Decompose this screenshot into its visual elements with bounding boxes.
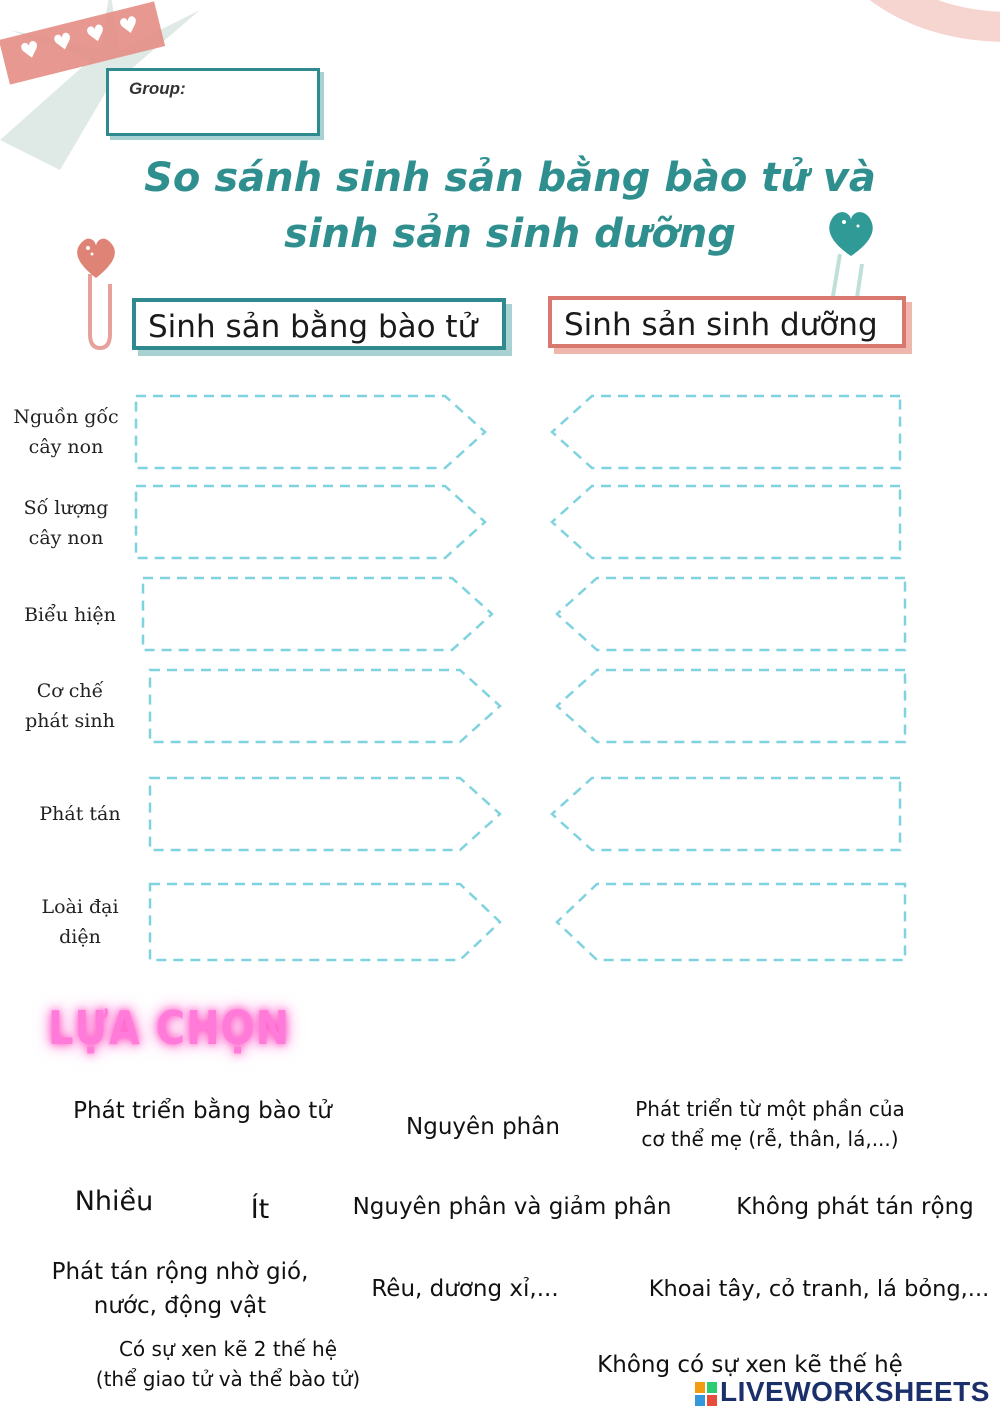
brand-text: LIVEWORKSHEETS (720, 1376, 990, 1407)
heart-tape-decoration: ♥ ♥ ♥ ♥ (0, 1, 165, 84)
choice-item[interactable]: Ít (250, 1194, 270, 1225)
answer-slot-left-2[interactable] (136, 486, 485, 558)
choice-item[interactable]: Phát triển bằng bào tử (73, 1098, 332, 1124)
answer-slot-left-5[interactable] (150, 778, 500, 850)
column-header-spore: Sinh sản bằng bào tử (132, 298, 506, 350)
choices-heading: LỰA CHỌN (48, 1002, 291, 1056)
title-line-1: So sánh sinh sản bằng bào tử và (144, 155, 876, 201)
row-label-expression: Biểu hiện (24, 604, 116, 626)
choice-item[interactable]: Rêu, dương xỉ,... (371, 1276, 559, 1302)
liveworksheets-logo (694, 1376, 990, 1408)
group-label: Group: (129, 79, 186, 98)
choice-item[interactable]: Không có sự xen kẽ thế hệ (597, 1352, 903, 1378)
row-label-species: Loài đại diện (41, 896, 119, 948)
choice-item[interactable]: Nhiều (74, 1186, 154, 1217)
answer-slot-left-1[interactable] (136, 396, 485, 468)
column-header-vegetative: Sinh sản sinh dưỡng (548, 296, 906, 348)
answer-slot-left-4[interactable] (150, 670, 500, 742)
answer-slot-right-1[interactable] (552, 396, 900, 468)
answer-slot-left-3[interactable] (143, 578, 492, 650)
answer-slot-right-3[interactable] (557, 578, 905, 650)
choice-item[interactable]: Nguyên phân (406, 1114, 560, 1140)
row-label-dispersal: Phát tán (39, 803, 121, 825)
answer-slot-left-6[interactable] (150, 884, 500, 960)
answer-slot-right-2[interactable] (552, 486, 900, 558)
group-name-field[interactable] (106, 68, 320, 136)
answer-slot-right-4[interactable] (557, 670, 905, 742)
answer-slots (0, 380, 1000, 980)
answer-slot-right-5[interactable] (552, 778, 900, 850)
row-label-origin: Nguồn gốc cây non (13, 406, 119, 458)
arc-decoration (780, 0, 1000, 140)
title-line-2: sinh sản sinh dưỡng (284, 211, 736, 257)
answer-slot-right-6[interactable] (557, 884, 905, 960)
choice-item[interactable]: Khoai tây, cỏ tranh, lá bỏng,... (648, 1276, 990, 1302)
choice-item[interactable]: Phát triển từ một phần của cơ thể mẹ (rễ, thân, lá,...) (635, 1097, 905, 1151)
choice-item[interactable]: Không phát tán rộng (736, 1194, 974, 1220)
row-label-mechanism: Cơ chế phát sinh (25, 680, 115, 732)
choice-item[interactable]: Có sự xen kẽ 2 thế hệ (thể giao tử và thể bào tử) (95, 1337, 361, 1391)
row-label-quantity: Số lượng cây non (23, 497, 109, 549)
page-title (100, 150, 920, 262)
choice-item[interactable]: Nguyên phân và giảm phân (352, 1194, 672, 1220)
liveworksheets-icon (694, 1381, 718, 1407)
choice-item[interactable]: Phát tán rộng nhờ gió, nước, động vật (51, 1259, 309, 1319)
